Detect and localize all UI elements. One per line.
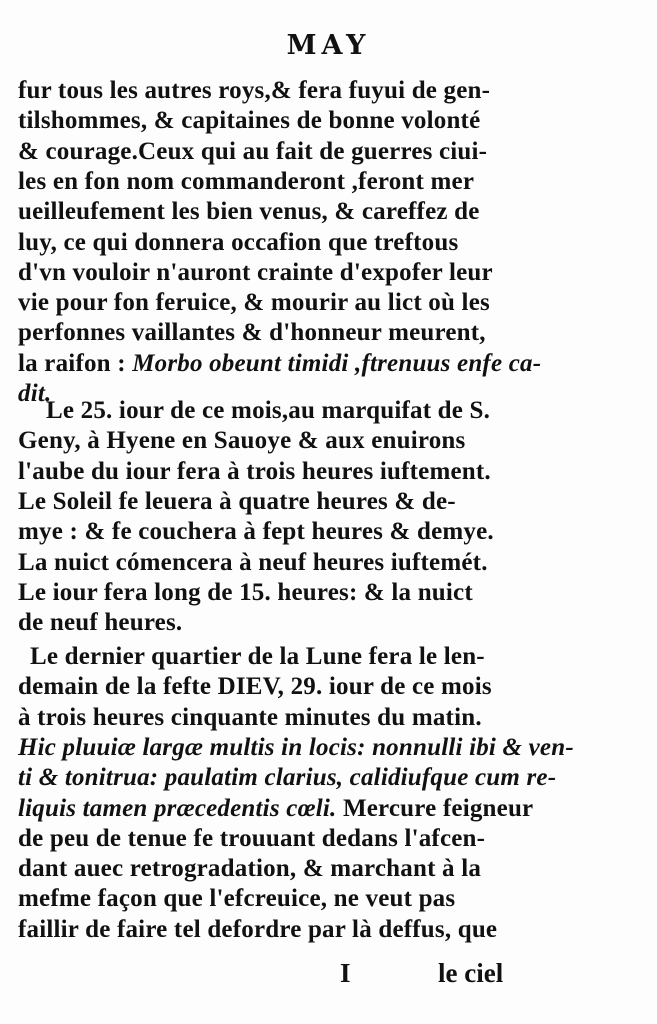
running-header: MAY [286,30,371,61]
text-line: luy, ce qui donnera occafion que treftous [18,228,459,256]
text-line: & courage.Ceux qui au fait de guerres ciui- [18,137,488,165]
text-line [18,763,556,793]
text-line: d'vn vouloir n'auront crainte d'expofer leur [18,258,493,286]
text-line: perfonnes vaillantes & d'honneur meurent, [18,319,486,347]
latin-italic-text: dit. [18,380,52,407]
signature-mark: I [340,958,351,988]
text-line: demain de la fefte DIEV, 29. iour de ce mois [18,673,492,701]
roman-text: Mercure feigneur [336,794,534,822]
text-line: Geny, à Hyene en Sauoye & aux enuirons [18,427,466,455]
catchword: le ciel [438,958,504,988]
text-line: à trois heures cinquante minutes du matin. [18,703,482,731]
text-line [18,794,533,824]
text-line: les en fon nom commanderont ,feront mer [18,167,475,195]
text-line: ueilleufement les bien venus, & careffez de [18,198,480,226]
text-line: dant auec retrogradation, & marchant à la [18,855,482,883]
text-line: de neuf heures. [18,609,183,637]
text-line [18,349,541,379]
text-line: mye : & fe couchera à fept heures & demye. [18,518,494,546]
text-line: La nuict cómencera à neuf heures iuftemét. [18,548,488,576]
latin-italic-text: ti & tonitrua: paulatim clarius, calidiufque cum re- [18,764,557,792]
text-line: tilshommes, & capitaines de bonne volonté [18,107,481,135]
text-line: de peu de tenue fe trouuant dedans l'afcen- [18,824,486,852]
text-line [18,733,574,763]
roman-text: la raifon : [18,349,133,377]
text-line: Le iour fera long de 15. heures: & la nuict [18,578,473,606]
text-line: vie pour fon feruice, & mourir au lict où les [18,289,490,317]
text-line: Le Soleil fe leuera à quatre heures & de- [18,487,456,515]
latin-italic-text: Hic pluuiæ largæ multis in locis: nonnulli ibi & ven- [18,733,574,761]
text-line: Le 25. iour de ce mois,au marquifat de S. [46,397,491,424]
latin-italic-text: liquis tamen præcedentis cœli. [18,794,337,822]
text-line: fur tous les autres roys,& fera fuyui de gen- [18,77,491,104]
text-line: l'aube du iour fera à trois heures iuftement. [18,457,491,485]
text-line: mefme façon que l'efcreuice, ne veut pas [18,885,456,913]
text-line: faillir de faire tel defordre par là deffus, que [18,915,498,943]
latin-italic-text: Morbo obeunt timidi ,ftrenuus enfe ca- [132,349,542,377]
text-line: Le dernier quartier de la Lune fera le len- [30,643,485,670]
